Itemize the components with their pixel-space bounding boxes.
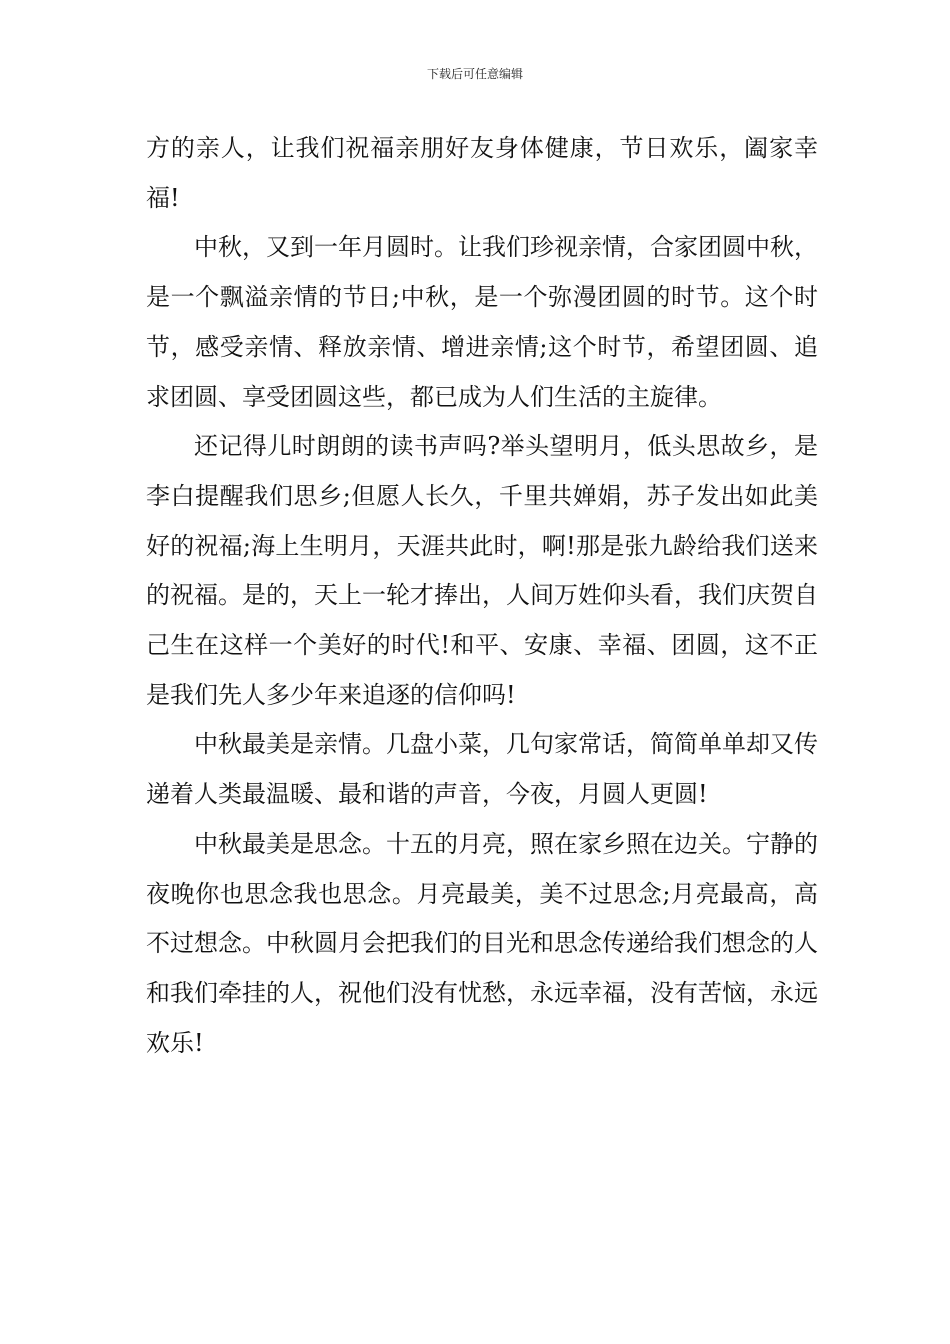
- document-body: [146, 124, 818, 1068]
- paragraph-continuation: 方的亲人，让我们祝福亲朋好友身体健康，节日欢乐，阖家幸福!: [146, 134, 818, 212]
- paragraph: 中秋，又到一年月圆时。让我们珍视亲情，合家团圆中秋，是一个飘溢亲情的节日;中秋，是一个弥漫团圆的时节。这个时节，感受亲情、释放亲情、增进亲情;这个时节，希望团圆、追求团圆、享受团圆这些，都已成为人们生活的主旋律。: [146, 233, 818, 411]
- paragraph: 中秋最美是亲情。几盘小菜，几句家常话，简简单单却又传递着人类最温暖、最和谐的声音，今夜，月圆人更圆!: [146, 730, 818, 809]
- paragraph: 中秋最美是思念。十五的月亮，照在家乡照在边关。宁静的夜晚你也思念我也思念。月亮最美，美不过思念;月亮最高，高不过想念。中秋圆月会把我们的目光和思念传递给我们想念的人和我们牵挂的人，祝他们没有忧愁，永远幸福，没有苦恼，永远欢乐!: [146, 829, 818, 1057]
- page-header: 下载后可任意编辑: [426, 67, 523, 81]
- paragraph: 还记得儿时朗朗的读书声吗?举头望明月，低头思故乡，是李白提醒我们思乡;但愿人长久，千里共婵娟，苏子发出如此美好的祝福;海上生明月，天涯共此时，啊!那是张九龄给我们送来的祝福。是的，天上一轮才捧出，人间万姓仰头看，我们庆贺自己生在这样一个美好的时代!和平、安康、幸福、团圆，这不正是我们先人多少年来追逐的信仰吗!: [146, 432, 818, 709]
